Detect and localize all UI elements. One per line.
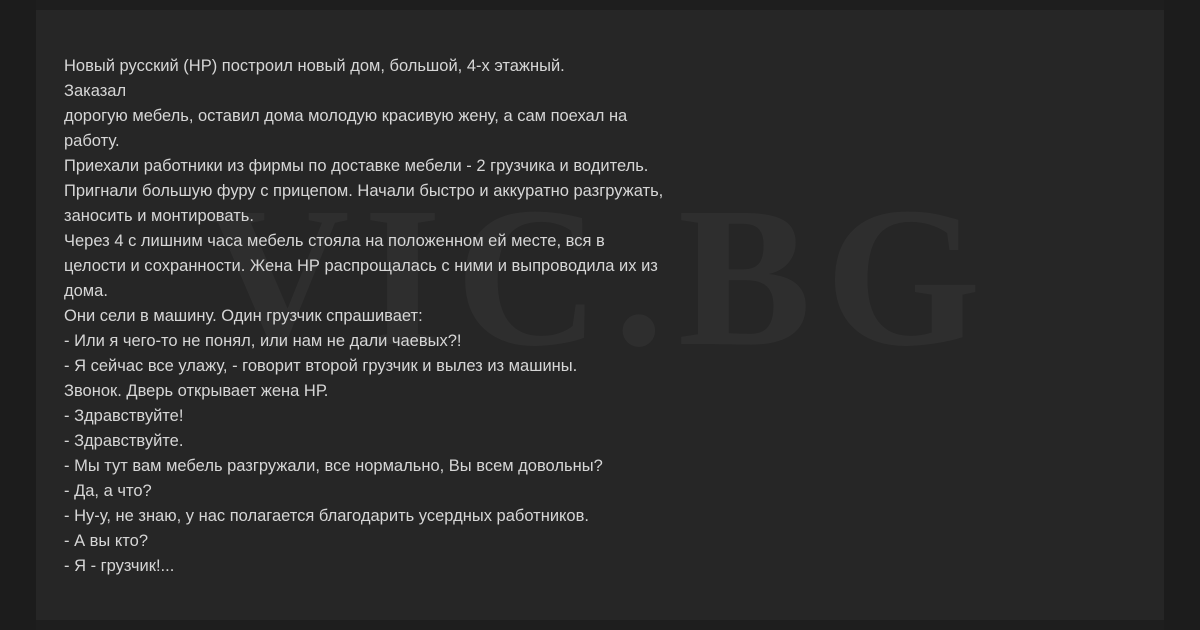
text-line: Звонок. Дверь открывает жена НР. xyxy=(64,382,329,400)
joke-text-body xyxy=(64,54,1124,579)
text-line: дома. xyxy=(64,282,108,300)
text-line: - Да, а что? xyxy=(64,482,152,500)
text-line: - А вы кто? xyxy=(64,532,149,550)
left-gutter xyxy=(0,0,36,630)
text-line: Приехали работники из фирмы по доставке мебели - 2 грузчика и водитель. xyxy=(64,157,649,175)
bottom-band xyxy=(0,620,1200,630)
right-gutter xyxy=(1164,0,1200,630)
text-line: - Ну-у, не знаю, у нас полагается благодарить усердных работников. xyxy=(64,507,589,525)
text-line: - Я - грузчик!... xyxy=(64,557,175,575)
text-line: целости и сохранности. Жена НР распрощалась с ними и выпроводила их из xyxy=(64,257,658,275)
text-line: - Мы тут вам мебель разгружали, все нормально, Вы всем довольны? xyxy=(64,457,603,475)
text-line: - Или я чего-то не понял, или нам не дали чаевых?! xyxy=(64,332,462,350)
text-line: - Здравствуйте. xyxy=(64,432,184,450)
text-line: Пригнали большую фуру с прицепом. Начали быстро и аккуратно разгружать, xyxy=(64,182,664,200)
text-line: Заказал xyxy=(64,82,127,100)
text-line: Через 4 с лишним часа мебель стояла на положенном ей месте, вся в xyxy=(64,232,605,250)
text-line: Новый русский (НР) построил новый дом, большой, 4-х этажный. xyxy=(64,57,565,75)
text-line: - Я сейчас все улажу, - говорит второй грузчик и вылез из машины. xyxy=(64,357,578,375)
text-line: Они сели в машину. Один грузчик спрашивает: xyxy=(64,307,423,325)
text-line: работу. xyxy=(64,132,120,150)
text-line: дорогую мебель, оставил дома молодую красивую жену, а сам поехал на xyxy=(64,107,628,125)
top-band xyxy=(0,0,1200,10)
text-line: заносить и монтировать. xyxy=(64,207,254,225)
text-line: - Здравствуйте! xyxy=(64,407,184,425)
